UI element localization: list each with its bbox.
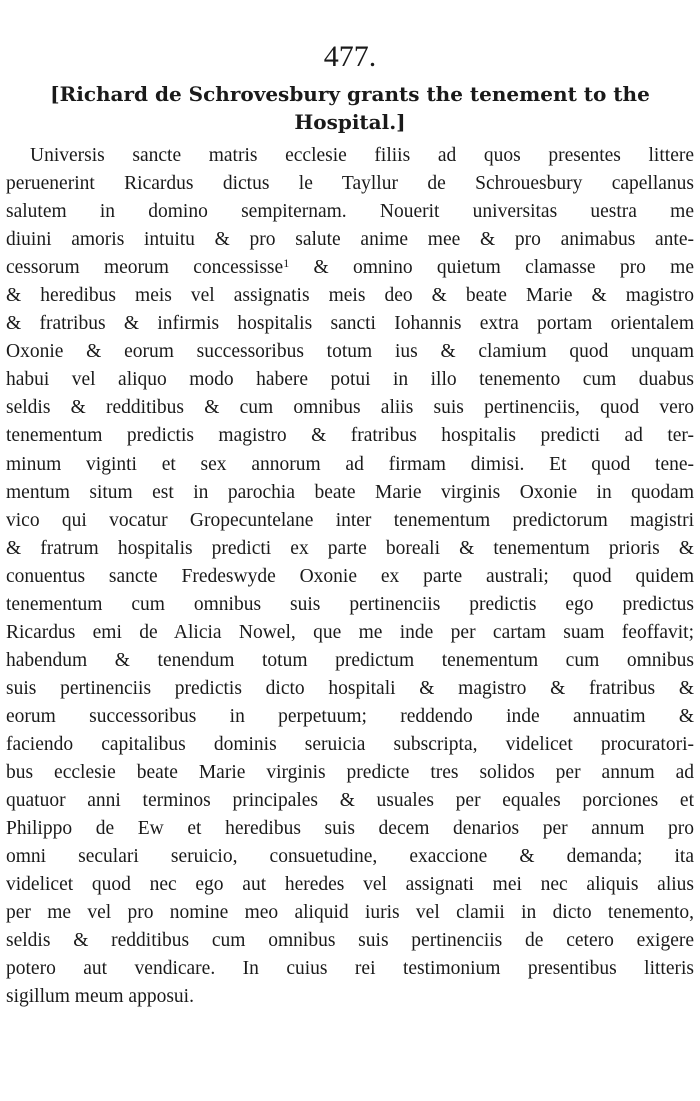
text-segment: & omnino quietum clamasse pro me — [313, 257, 694, 279]
charter-number: 477. — [323, 40, 377, 73]
text-line: per me vel pro nomine meo aliquid iuris vel clamii in dicto tenemento, — [6, 902, 694, 924]
text-line-with-footnote — [6, 254, 694, 282]
footnote-marker: 1 — [283, 256, 290, 271]
text-line: & fratribus & infirmis hospitalis sancti Iohannis extra portam orientalem — [6, 313, 694, 335]
text-line: habui vel aliquo modo habere potui in illo tenemento cum duabus — [6, 369, 694, 391]
text-line: suis pertinenciis predictis dicto hospitali & magistro & fratribus & — [6, 677, 694, 699]
text-line: seldis & redditibus & cum omnibus aliis suis pertinenciis, quod vero — [6, 397, 694, 419]
charter-heading: [Richard de Schrovesbury grants the tenement to the Hospital.] — [50, 82, 650, 134]
text-line: peruenerint Ricardus dictus le Tayllur de Schrouesbury capellanus — [6, 173, 694, 195]
text-line: habendum & tenendum totum predictum tenementum cum omnibus — [6, 649, 694, 671]
text-line: Ricardus emi de Alicia Nowel, que me inde per cartam suam feoffavit; — [6, 621, 694, 643]
text-line: conuentus sancte Fredeswyde Oxonie ex parte australi; quod quidem — [6, 565, 694, 587]
text-line: Oxonie & eorum successoribus totum ius & clamium quod unquam — [6, 341, 694, 363]
text-line: tenementum predictis magistro & fratribus hospitalis predicti ad ter- — [6, 425, 694, 447]
text-line: omni seculari seruicio, consuetudine, exaccione & demanda; ita — [6, 846, 694, 868]
text-line: diuini amoris intuitu & pro salute anime mee & pro animabus ante- — [6, 229, 694, 251]
text-line: & fratrum hospitalis predicti ex parte boreali & tenementum prioris & — [6, 537, 694, 559]
text-segment: cessorum meorum concessisse — [6, 257, 284, 279]
text-line: bus ecclesie beate Marie virginis predicte tres solidos per annum ad — [6, 762, 694, 784]
text-line: tenementum cum omnibus suis pertinenciis predictis ego predictus — [6, 593, 694, 615]
text-line: faciendo capitalibus dominis seruicia subscripta, videlicet procuratori- — [6, 733, 694, 755]
text-line: eorum successoribus in perpetuum; reddendo inde annuatim & — [6, 705, 694, 727]
text-line: Universis sancte matris ecclesie filiis ad quos presentes littere — [30, 145, 694, 166]
text-line: quatuor anni terminos principales & usuales per equales porciones et — [6, 790, 694, 812]
text-line: salutem in domino sempiternam. Nouerit universitas uestra me — [6, 201, 694, 223]
text-line: minum viginti et sex annorum ad firmam dimisi. Et quod tene- — [6, 453, 694, 475]
text-line: & heredibus meis vel assignatis meis deo & beate Marie & magistro — [6, 285, 694, 307]
charter-body — [6, 142, 694, 1011]
text-line: mentum situm est in parochia beate Marie virginis Oxonie in quodam — [6, 481, 694, 503]
text-line: vico qui vocatur Gropecuntelane inter tenementum predictorum magistri — [6, 509, 694, 531]
text-line: videlicet quod nec ego aut heredes vel assignati mei nec aliquis alius — [6, 874, 694, 896]
text-line: seldis & redditibus cum omnibus suis pertinenciis de cetero exigere — [6, 930, 694, 952]
document-page — [6, 40, 694, 1011]
text-line: potero aut vendicare. In cuius rei testimonium presentibus litteris — [6, 958, 694, 980]
text-line: Philippo de Ew et heredibus suis decem denarios per annum pro — [6, 818, 694, 840]
text-line: sigillum meum apposui. — [6, 986, 194, 1008]
